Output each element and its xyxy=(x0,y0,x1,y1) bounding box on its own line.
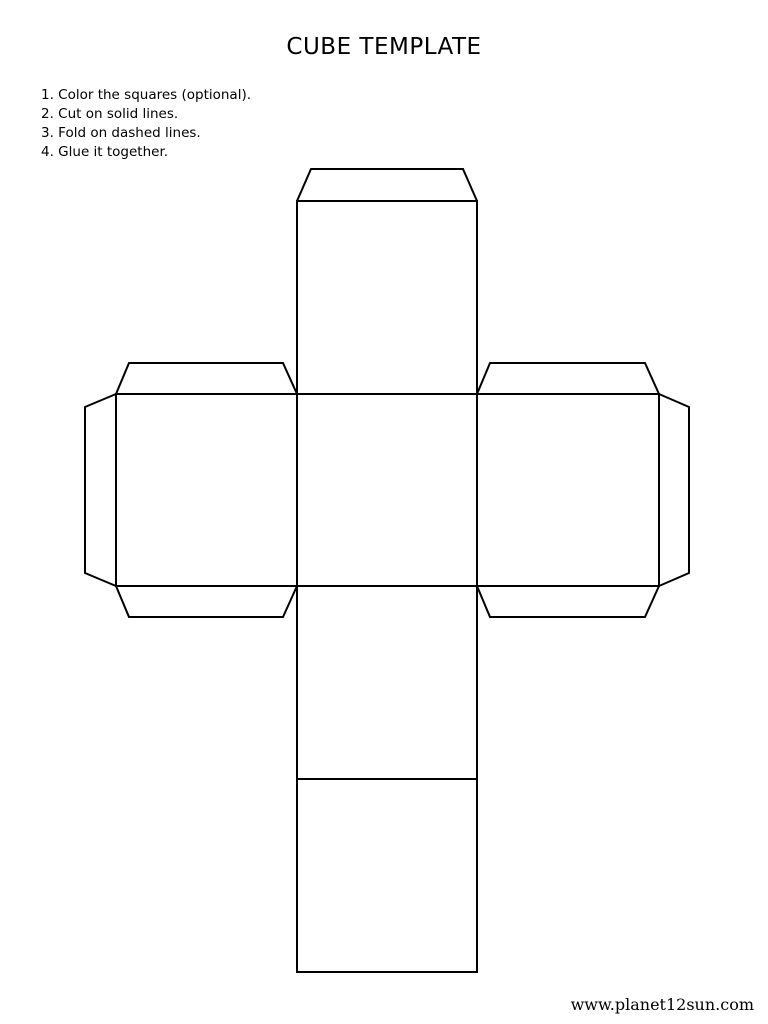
face-center xyxy=(297,394,477,586)
fold-lines xyxy=(116,201,659,779)
instruction-step-1: 1. Color the squares (optional). xyxy=(41,87,252,103)
page-title: CUBE TEMPLATE xyxy=(286,34,482,60)
face-lower xyxy=(297,586,477,779)
face-right xyxy=(477,394,659,586)
tab-right-top xyxy=(477,363,659,394)
tab-left-side xyxy=(85,394,116,586)
tab-right-side xyxy=(659,394,689,586)
tab-top xyxy=(297,169,477,201)
instruction-step-4: 4. Glue it together. xyxy=(41,144,169,160)
footer-url: www.planet12sun.com xyxy=(570,995,754,1014)
tab-left-top xyxy=(116,363,297,394)
instruction-step-2: 2. Cut on solid lines. xyxy=(41,106,179,122)
tab-right-bottom xyxy=(477,586,659,617)
face-top xyxy=(297,201,477,394)
instruction-step-3: 3. Fold on dashed lines. xyxy=(41,125,201,141)
face-bottom xyxy=(297,779,477,972)
face-left xyxy=(116,394,297,586)
tab-left-bottom xyxy=(116,586,297,617)
